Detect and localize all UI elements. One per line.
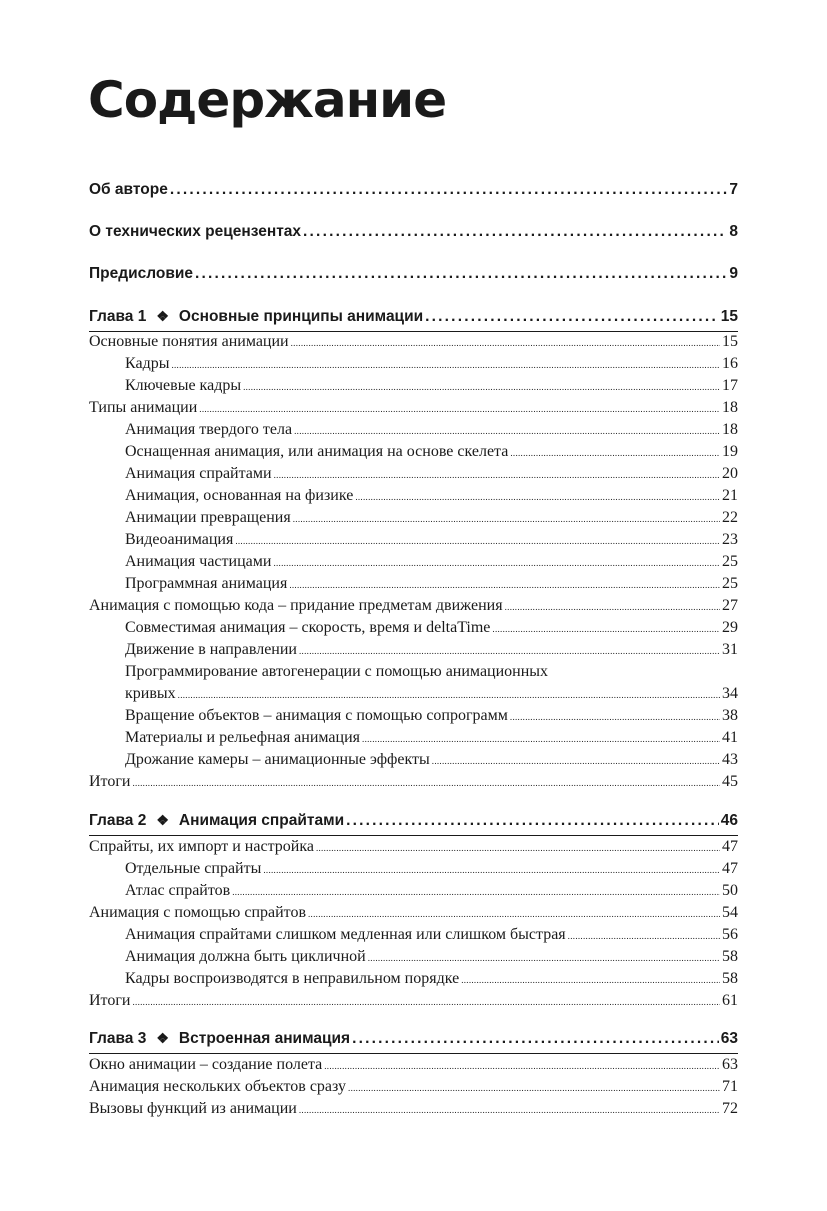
dot-leader [308,902,720,925]
toc-subentry[interactable] [89,551,738,574]
dot-leader [352,1029,719,1049]
entry-label: Совместимая анимация – скорость, время и deltaTime [125,619,491,636]
entry-label: Анимации превращения [125,509,291,526]
entry-page: 23 [722,531,738,548]
entry-page: 31 [722,641,738,658]
entry-page: 21 [722,487,738,504]
toc-subentry[interactable] [89,727,738,750]
entry-label: Итоги [89,992,131,1009]
dot-leader [505,595,720,618]
dot-leader [432,749,720,772]
diamond-ornament-icon: ❖ [156,1030,169,1046]
entry-page: 43 [722,751,738,768]
dot-leader [170,180,728,200]
entry-page: 18 [722,399,738,416]
entry-label: Окно анимации – создание полета [89,1056,323,1073]
entry-label: Кадры воспроизводятся в неправильном порядке [125,970,460,987]
entry-label: Типы анимации [89,399,198,416]
toc-subentry[interactable] [89,353,738,376]
toc-entry[interactable] [89,397,738,420]
entry-label: Анимация частицами [125,553,272,570]
dot-leader [171,353,720,376]
entry-page: 56 [722,926,738,943]
dot-leader [294,419,720,442]
toc-entry[interactable] [89,771,738,794]
chapter-title: Встроенная анимация [178,1030,351,1047]
entry-page: 47 [722,838,738,855]
dot-leader [362,727,720,750]
dot-leader [346,811,719,831]
entry-label: Программная анимация [125,575,288,592]
entry-label: Анимация с помощью кода – придание предметам движения [89,597,503,614]
toc-subentry[interactable] [89,705,738,728]
toc-subentry[interactable] [89,375,738,398]
dot-leader [316,836,720,859]
dot-leader [324,1054,720,1077]
chapter-number: Глава 1 [89,308,147,325]
entry-page: 25 [722,575,738,592]
toc-entry[interactable] [89,1076,738,1099]
toc-subentry[interactable] [89,639,738,662]
chapter-heading-1[interactable] [89,306,738,327]
dot-leader [132,771,720,794]
toc-subentry[interactable] [89,419,738,442]
entry-page: 8 [729,223,738,240]
entry-label: Видеоанимация [125,531,234,548]
dot-leader [348,1076,720,1099]
entry-page: 34 [722,685,738,702]
entry-page: 58 [722,948,738,965]
toc-subentry[interactable] [89,617,738,640]
entry-page: 17 [722,377,738,394]
dot-leader [299,1098,720,1121]
dot-leader [303,222,727,242]
entry-page: 25 [722,553,738,570]
dot-leader [510,705,720,728]
entry-page: 9 [729,265,738,282]
entry-label: Анимация, основанная на физике [125,487,354,504]
toc-entry[interactable] [89,836,738,859]
chapter-page: 63 [720,1030,738,1047]
toc-entry[interactable] [89,595,738,618]
toc-entry-preface[interactable] [89,264,738,284]
entry-page: 63 [722,1056,738,1073]
toc-subentry-first-line[interactable]: Программирование автогенерации с помощью анимационных [125,663,549,680]
toc-subentry[interactable] [89,573,738,596]
dot-leader [232,880,720,903]
entry-label: Анимация должна быть цикличной [125,948,366,965]
dot-leader [274,463,720,486]
toc-subentry[interactable] [89,485,738,508]
entry-page: 47 [722,860,738,877]
dot-leader [293,507,720,530]
entry-label: Вызовы функций из анимации [89,1100,297,1117]
entry-label: Движение в направлении [125,641,297,658]
toc-entry-reviewers[interactable] [89,222,738,242]
entry-label: Оснащенная анимация, или анимация на основе скелета [125,443,509,460]
entry-label: Анимация твердого тела [125,421,293,438]
entry-page: 38 [722,707,738,724]
dot-leader [273,551,720,574]
dot-leader [355,485,720,508]
entry-label: Анимация спрайтами слишком медленная или слишком быстрая [125,926,566,943]
toc-subentry[interactable] [89,749,738,772]
diamond-ornament-icon: ❖ [156,308,169,324]
toc-entry[interactable] [89,1098,738,1121]
entry-page: 19 [722,443,738,460]
entry-label: Анимация нескольких объектов сразу [89,1078,347,1095]
entry-label: Основные понятия анимации [89,333,289,350]
entry-page: 61 [722,992,738,1009]
toc-entry[interactable] [89,902,738,925]
entry-label: Материалы и рельефная анимация [125,729,361,746]
dot-leader [178,683,720,706]
chapter-page: 46 [720,812,738,829]
dot-leader [299,639,720,662]
dot-leader [568,924,720,947]
entry-label: Об авторе [89,181,168,198]
entry-label: Атлас спрайтов [125,882,231,899]
toc-subentry[interactable] [89,507,738,530]
entry-label: Итоги [89,773,131,790]
dot-leader [235,529,720,552]
dot-leader [425,307,719,327]
entry-page: 22 [722,509,738,526]
entry-page: 29 [722,619,738,636]
dot-leader [291,331,720,354]
diamond-ornament-icon: ❖ [156,812,169,828]
dot-leader [199,397,720,420]
chapter-page: 15 [720,308,738,325]
entry-page: 58 [722,970,738,987]
entry-page: 45 [722,773,738,790]
chapter-heading-2[interactable] [89,810,738,831]
dot-leader [510,441,720,464]
chapter-title: Анимация спрайтами [178,812,345,829]
toc-subentry[interactable] [89,858,738,881]
toc-entry[interactable] [89,1054,738,1077]
chapter-heading-3[interactable] [89,1028,738,1049]
entry-page: 71 [722,1078,738,1095]
entry-label: Анимация спрайтами [125,465,272,482]
entry-label: кривых [125,685,176,702]
toc-subentry[interactable] [89,683,738,706]
chapter-number: Глава 3 [89,1030,147,1047]
entry-label: Предисловие [89,265,194,282]
dot-leader [492,617,720,640]
toc-subentry[interactable] [89,529,738,552]
entry-page: 7 [729,181,738,198]
dot-leader [263,858,720,881]
entry-page: 15 [722,333,738,350]
dot-leader [461,968,720,991]
chapter-title: Основные принципы анимации [178,308,424,325]
entry-label: Вращение объектов – анимация с помощью сопрограмм [125,707,508,724]
entry-page: 16 [722,355,738,372]
entry-page: 20 [722,465,738,482]
page-title: Содержание [88,71,447,129]
toc-subentry[interactable] [89,441,738,464]
entry-label: Дрожание камеры – анимационные эффекты [125,751,430,768]
entry-label: Спрайты, их импорт и настройка [89,838,314,855]
dot-leader [368,946,720,969]
entry-label: Отдельные спрайты [125,860,262,877]
entry-label: О технических рецензентах [89,223,302,240]
toc-subentry[interactable] [89,968,738,991]
toc-subentry[interactable] [89,924,738,947]
chapter-number: Глава 2 [89,812,147,829]
entry-label: Кадры [125,355,170,372]
toc-subentry[interactable] [89,880,738,903]
entry-page: 50 [722,882,738,899]
toc-subentry[interactable] [89,463,738,486]
entry-page: 18 [722,421,738,438]
entry-page: 41 [722,729,738,746]
entry-label: Ключевые кадры [125,377,242,394]
toc-entry[interactable] [89,990,738,1013]
entry-page: 27 [722,597,738,614]
toc-entry-about-author[interactable] [89,180,738,200]
toc-subentry[interactable] [89,946,738,969]
toc-entry[interactable] [89,331,738,354]
dot-leader [243,375,720,398]
entry-label: Анимация с помощью спрайтов [89,904,306,921]
dot-leader [132,990,720,1013]
dot-leader [195,264,727,284]
entry-page: 72 [722,1100,738,1117]
entry-page: 54 [722,904,738,921]
dot-leader [289,573,720,596]
